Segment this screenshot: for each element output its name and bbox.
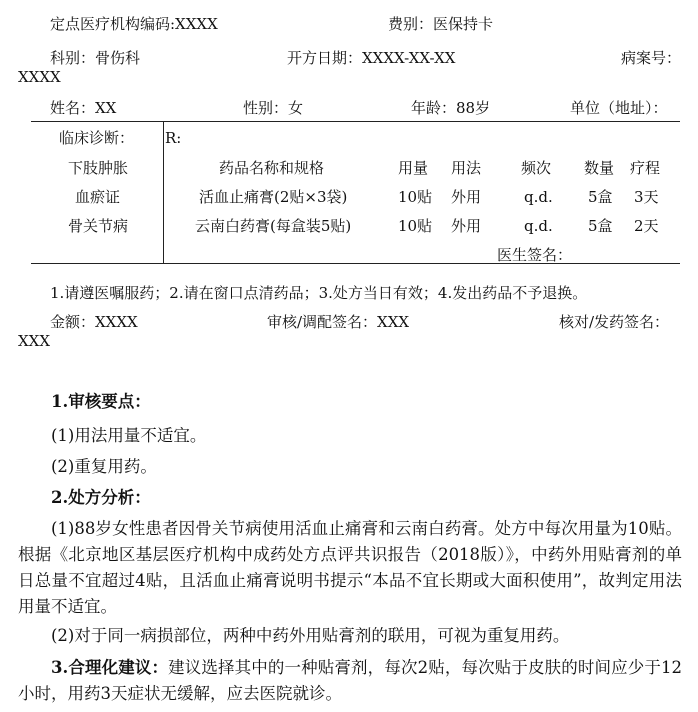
drug-name: 活血止痛膏(2贴×3袋)	[199, 188, 348, 206]
amount: 金额：XXXX	[50, 313, 138, 331]
patient-name: 姓名：XX	[50, 99, 117, 117]
analysis-paragraph: (1)88岁女性患者因骨关节病使用活血止痛膏和云南白药膏。处方中每次用量为10贴。根据《北京地区基层医疗机构中成药处方点评共识报告（2018版）》，中药外用贴膏剂的单日总量不宜超过4贴，且活血止痛膏说明书提示“本品不宜长期或大面积使用”，故判定用法用量不适宜。	[18, 519, 682, 616]
drug-name: 云南白药膏(每盒装5贴)	[195, 217, 352, 235]
review-signature: 审核/调配签名：XXX	[267, 313, 410, 331]
col-header-dose: 用量	[398, 159, 429, 177]
drug-route: 外用	[451, 188, 482, 206]
drug-frequency: q.d.	[524, 217, 553, 235]
fee-type: 费别：医保持卡	[388, 15, 494, 33]
check-signature-value: XXX	[18, 332, 51, 350]
drug-dose: 10贴	[398, 217, 433, 235]
drug-quantity: 5盒	[588, 217, 613, 235]
col-header-frequency: 频次	[521, 159, 552, 177]
suggestion-paragraph	[18, 655, 682, 707]
drug-route: 外用	[451, 217, 482, 235]
rx-symbol: R:	[165, 129, 182, 147]
diagnosis-label: 临床诊断：	[59, 129, 135, 147]
drug-course: 2天	[634, 217, 659, 235]
diagnosis-item: 下肢肿胀	[68, 159, 129, 177]
doctor-signature: 医生签名：	[497, 246, 573, 264]
table-bottom-line	[31, 263, 680, 264]
review-point: (1)用法用量不适宜。	[51, 426, 207, 445]
table-top-line	[31, 121, 680, 122]
drug-dose: 10贴	[398, 188, 433, 206]
patient-unit: 单位（地址）：	[570, 99, 668, 117]
col-header-course: 疗程	[630, 159, 661, 177]
patient-gender: 性别：女	[243, 99, 304, 117]
prescription-notice: 1.请遵医嘱服药；2.请在窗口点清药品；3.处方当日有效；4.发出药品不予退换。	[50, 284, 588, 302]
institution-code: 定点医疗机构编码:XXXX	[50, 15, 218, 33]
case-number-label: 病案号：	[621, 49, 682, 67]
section-review-points-title: 1.审核要点：	[51, 392, 151, 411]
diagnosis-item: 血瘀证	[75, 188, 121, 206]
col-header-quantity: 数量	[584, 159, 615, 177]
drug-quantity: 5盒	[588, 188, 613, 206]
diagnosis-item: 骨关节病	[68, 217, 129, 235]
table-divider	[163, 121, 164, 263]
patient-age: 年龄：88岁	[411, 99, 491, 117]
check-signature-label: 核对/发药签名：	[559, 313, 670, 331]
department: 科别：骨伤科	[50, 49, 141, 67]
section-suggestion-title: 3.合理化建议：	[51, 658, 169, 677]
drug-course: 3天	[634, 188, 659, 206]
col-header-route: 用法	[451, 159, 482, 177]
col-header-drug: 药品名称和规格	[219, 159, 325, 177]
case-number-value: XXXX	[18, 68, 61, 86]
analysis-paragraph: (2)对于同一病损部位，两种中药外用贴膏剂的联用，可视为重复用药。	[51, 626, 570, 645]
drug-frequency: q.d.	[524, 188, 553, 206]
suggestion-text: 建议选择其中的一种贴膏剂，每次2贴，每次贴于皮肤的时间应少于12小时，用药3天症状无缓解，应去医院就诊。	[18, 658, 682, 703]
prescription-date: 开方日期：XXXX-XX-XX	[287, 49, 456, 67]
review-point: (2)重复用药。	[51, 457, 157, 476]
section-analysis-title: 2.处方分析：	[51, 488, 151, 507]
